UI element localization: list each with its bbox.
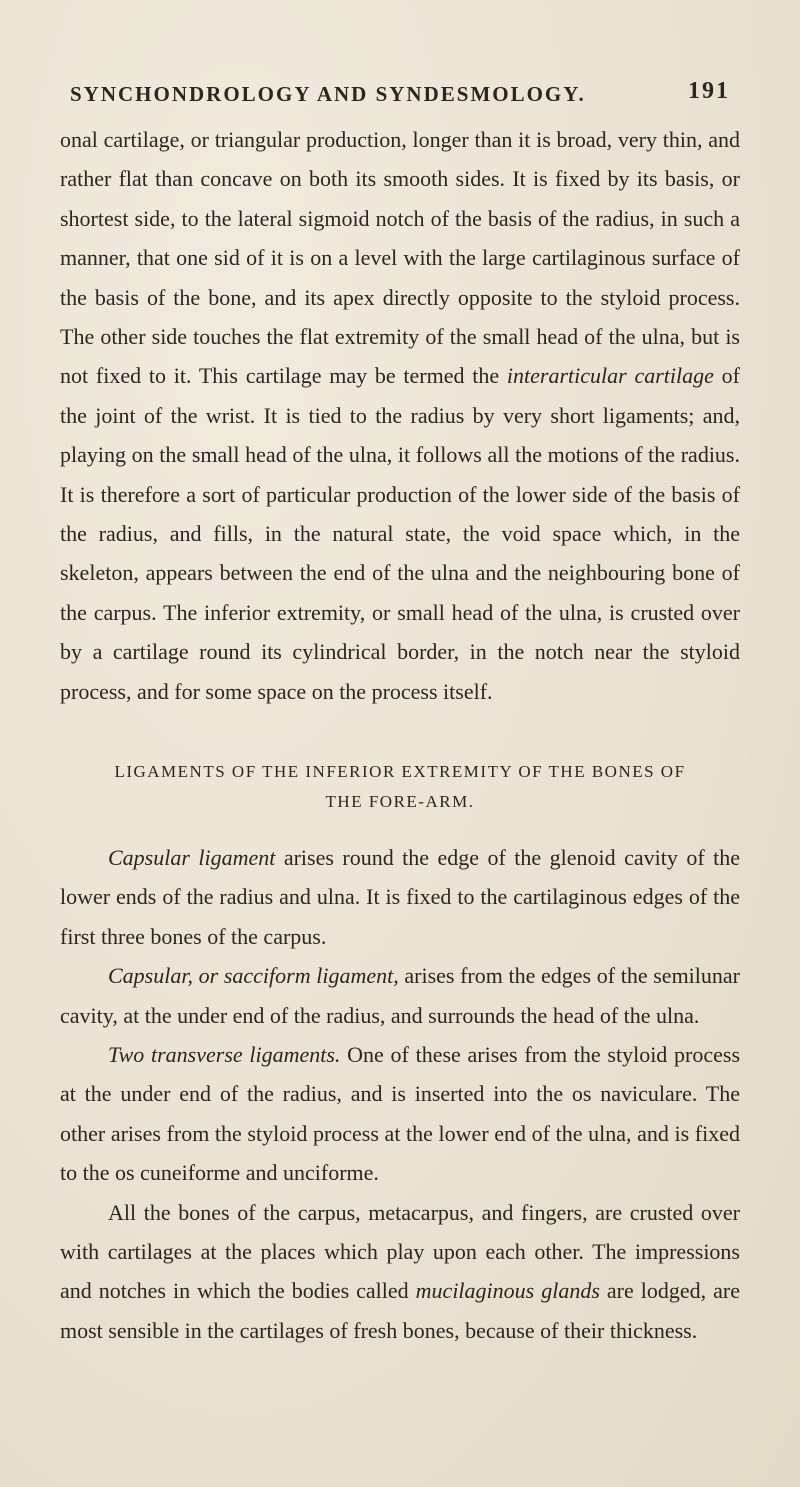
- paragraph-cartilage: onal cartilage, or triangular production, longer than it is broad, very thin, and rather flat than concave on both its smooth sides. It is fixed by its basis, or shortest side, to the lateral sigmoid notch of the basis of the radius, in such a manner, that one sid of it is on a level with the large cartilaginous surface of the basis of the bone, and its apex directly opposite to the styloid process. The other side touches the flat extremity of the small head of the ulna, but is not fixed to it. This cartilage may be termed the interarticular cartilage of the joint of the wrist. It is tied to the radius by very short ligaments; and, playing on the small head of the ulna, it follows all the motions of the radius. It is therefore a sort of particular production of the lower side of the basis of the radius, and fills, in the natural state, the void space which, in the skeleton, appears between the end of the ulna and the neighbouring bone of the carpus. The inferior extremity, or small head of the ulna, is crusted over by a cartilage round its cylindrical border, in the notch near the styloid process, and for some space on the process itself.: [60, 127, 741, 704]
- running-header: [70, 74, 730, 114]
- section-heading-line1: LIGAMENTS OF THE INFERIOR EXTREMITY OF THE BONES OF: [114, 762, 686, 781]
- section-heading-line2: THE FORE-ARM.: [325, 792, 475, 811]
- paragraph-sacciform-ligament: Capsular, or sacciform ligament, arises from the edges of the semilunar cavity, at the under end of the radius, and surrounds the head of the ulna.: [60, 963, 740, 1028]
- page-number: 191: [688, 78, 730, 104]
- paragraph-cartilages: All the bones of the carpus, metacarpus, and fingers, are crusted over with cartilages at the places which play upon each other. The impressions and notches in which the bodies called mucilaginous glands are lodged, are most sensible in the cartilages of fresh bones, because of their thickness.: [60, 1199, 740, 1343]
- section-heading: [60, 757, 740, 817]
- paragraph-capsular-ligament: Capsular ligament arises round the edge of the glenoid cavity of the lower ends of the radius and ulna. It is fixed to the cartilaginous edges of the first three bones of the carpus.: [60, 845, 740, 949]
- term-interarticular: interarticular cartilage: [506, 363, 714, 389]
- paragraph-transverse-ligaments: Two transverse ligaments. One of these arises from the styloid process at the under end of the radius, and is inserted into the os naviculare. The other arises from the styloid process at the lower end of the ulna, and is fixed to the os cuneiforme and unciforme.: [60, 1042, 741, 1186]
- running-title: SYNCHONDROLOGY AND SYNDESMOLOGY.: [70, 82, 586, 106]
- term-mucilaginous-glands: mucilaginous glands: [415, 1278, 600, 1304]
- ligament-paragraphs: [60, 838, 740, 1350]
